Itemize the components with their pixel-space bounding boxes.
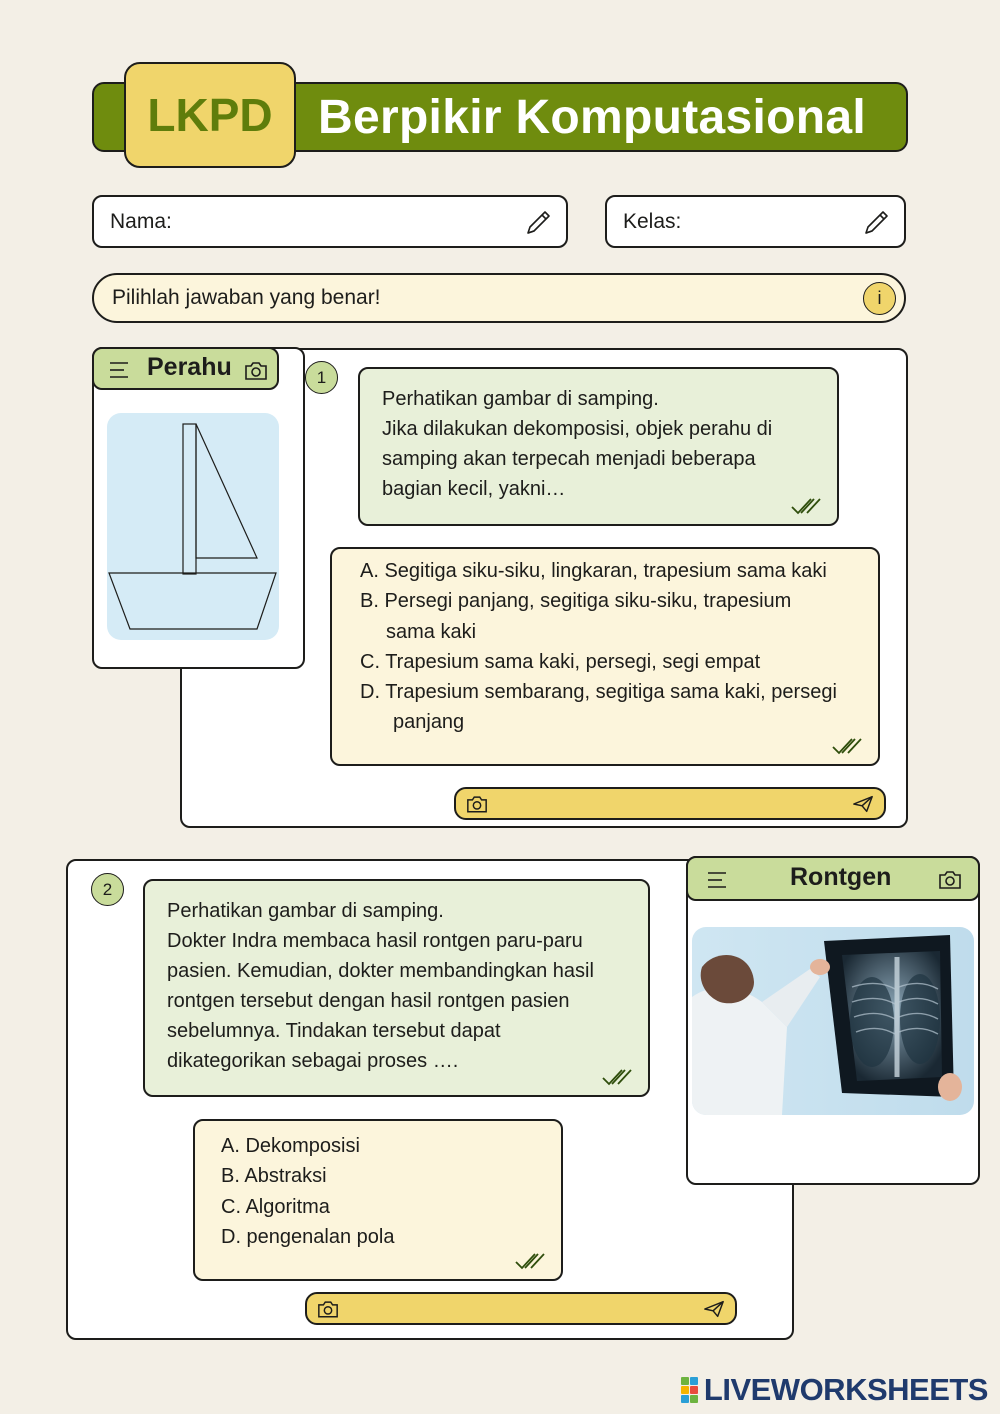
class-field[interactable]: [605, 195, 906, 248]
image-card-header: [92, 347, 279, 390]
liveworksheets-logo[interactable]: [681, 1373, 988, 1407]
double-check-icon: [515, 1251, 547, 1271]
page-title: Berpikir Komputasional: [318, 90, 867, 144]
xray-photo: [692, 927, 974, 1115]
question-2-options: [193, 1119, 563, 1281]
header-badge: LKPD: [124, 62, 296, 168]
boat-sail: [196, 424, 257, 558]
image-card-header: [686, 856, 980, 901]
question-line: samping akan terpecah menjadi beberapa: [382, 448, 756, 470]
question-line: bagian kecil, yakni…: [382, 478, 566, 500]
menu-icon[interactable]: [706, 870, 730, 890]
doctor-hand: [810, 959, 830, 975]
answer-input-bar[interactable]: [454, 787, 886, 820]
answer-input-bar[interactable]: [305, 1292, 737, 1325]
question-2-text: [143, 879, 650, 1097]
send-icon[interactable]: [703, 1299, 725, 1319]
camera-icon[interactable]: [466, 794, 488, 814]
question-line: Jika dilakukan dekomposisi, objek perahu di: [382, 418, 773, 440]
question-1-text: [358, 367, 839, 526]
option-c[interactable]: C. Algoritma: [221, 1195, 330, 1218]
question-line: rontgen tersebut dengan hasil rontgen pasien: [167, 990, 570, 1012]
option-c[interactable]: C. Trapesium sama kaki, persegi, segi empat: [360, 650, 761, 673]
option-d-continued[interactable]: panjang: [393, 711, 465, 734]
boat-hull: [109, 573, 276, 629]
option-b[interactable]: B. Persegi panjang, segitiga siku-siku, trapesium: [360, 590, 792, 613]
question-1-options: [330, 547, 880, 766]
doctor-hand: [938, 1073, 962, 1101]
camera-icon[interactable]: [244, 360, 268, 381]
option-d[interactable]: D. pengenalan pola: [221, 1225, 395, 1248]
instruction-banner: [92, 273, 906, 323]
pencil-icon: [860, 207, 892, 239]
camera-icon[interactable]: [317, 1299, 339, 1319]
question-line: Dokter Indra membaca hasil rontgen paru-paru: [167, 930, 583, 952]
instruction-text: Pilihlah jawaban yang benar!: [112, 286, 381, 309]
double-check-icon: [832, 736, 864, 756]
image-card-title: Rontgen: [790, 863, 892, 891]
info-icon[interactable]: i: [863, 282, 896, 315]
option-a[interactable]: A. Dekomposisi: [221, 1135, 360, 1157]
question-number-badge: 2: [91, 873, 124, 906]
camera-icon[interactable]: [938, 869, 962, 890]
send-icon[interactable]: [852, 794, 874, 814]
double-check-icon: [602, 1067, 634, 1087]
question-line: pasien. Kemudian, dokter membandingkan hasil: [167, 960, 594, 982]
option-a[interactable]: A. Segitiga siku-siku, lingkaran, trapesium sama kaki: [360, 560, 827, 582]
boat-image: [107, 413, 279, 640]
option-b-continued[interactable]: sama kaki: [386, 620, 477, 643]
brand-name: LIVEWORKSHEETS: [703, 1372, 988, 1407]
question-number-badge: 1: [305, 361, 338, 394]
question-line: dikategorikan sebagai proses ….: [167, 1050, 459, 1072]
question-line: sebelumnya. Tindakan tersebut dapat: [167, 1020, 501, 1042]
name-field[interactable]: [92, 195, 568, 248]
option-d[interactable]: D. Trapesium sembarang, segitiga sama kaki, persegi: [360, 681, 837, 704]
pencil-icon: [522, 207, 554, 239]
logo-mark: [681, 1377, 698, 1403]
option-b[interactable]: B. Abstraksi: [221, 1165, 327, 1188]
name-field-label: Nama:: [110, 209, 172, 233]
double-check-icon: [791, 496, 823, 516]
menu-icon[interactable]: [108, 360, 132, 380]
boat-mast: [183, 424, 196, 574]
class-field-label: Kelas:: [623, 209, 682, 233]
question-line: Perhatikan gambar di samping.: [167, 900, 444, 922]
question-line: Perhatikan gambar di samping.: [382, 388, 659, 410]
image-card-title: Perahu: [147, 353, 232, 381]
